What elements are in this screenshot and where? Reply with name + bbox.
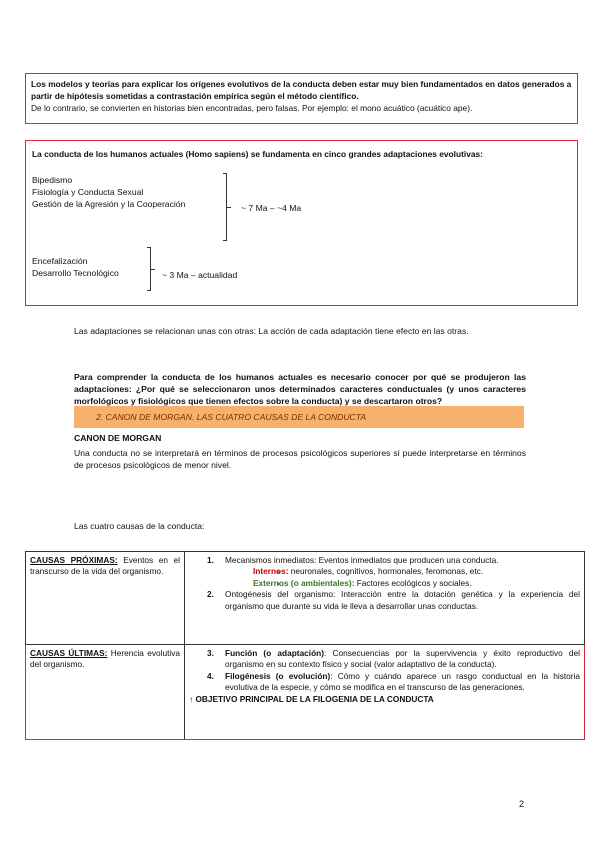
causes-table: [25, 551, 585, 740]
list-item: 2. Ontogénesis del organismo: Interacción entre la dotación genética y la experiencia del organismo que durante su vida le lleva a desarrollar unas conductas.: [207, 589, 580, 611]
adaptation-item: Gestión de la Agresión y la Cooperación: [32, 199, 186, 210]
adaptation-item: Bipedismo: [32, 175, 73, 185]
group-1-time: ~ 7 Ma – ~4 Ma: [241, 203, 302, 213]
bracket-group-1: [220, 173, 227, 241]
bracket-group-2: [146, 247, 151, 291]
page-number: 2: [519, 799, 525, 809]
list-item: 3. Función (o adaptación): Consecuencias por la supervivencia y éxito reproductivo del organismo en su contexto físico y social (valor adaptativo de la conducta).: [207, 648, 580, 670]
list-item: - Externos (o ambientales): Factores ecológicos y sociales.: [225, 578, 580, 589]
adaptations-box: [25, 140, 578, 306]
list-item: 4. Filogénesis (o evolución): Cómo y cuándo aparece un rasgo conductual en la historia evolutiva de la especie, y cómo se modifica en el transcurso de las generaciones.: [207, 670, 580, 693]
four-causes-intro: Las cuatro causas de la conducta:: [74, 521, 205, 531]
table-row: [26, 552, 585, 645]
intro-text: De lo contrario, se convierten en historias bien encontradas, pero falsas. Por ejemplo: el mono acuático (acuático ape).: [31, 102, 473, 113]
group-2-time: ~ 3 Ma – actualidad: [162, 270, 238, 280]
morgan-text: Una conducta no se interpretará en términos de procesos psicológicos superiores si puede interpretarse en términos de procesos psicológicos de menor nivel.: [74, 448, 526, 471]
ultimate-label: CAUSAS ÚLTIMAS:: [30, 648, 108, 658]
ultimate-desc: Herencia evolutiva del organismo.: [30, 648, 181, 670]
section-heading-text: 2. CANON DE MORGAN. LAS CUATRO CAUSAS DE LA CONDUCTA: [96, 412, 367, 422]
table-row: [26, 645, 585, 740]
objective-note: ↑ OBJETIVO PRINCIPAL DE LA FILOGENIA DE LA CONDUCTA: [189, 693, 434, 704]
proximate-label: CAUSAS PRÓXIMAS:: [30, 555, 118, 565]
adaptation-group-1: [32, 174, 185, 211]
section-heading: [74, 406, 524, 428]
ultimate-items-cell: [185, 645, 585, 740]
ultimate-causes-cell: [26, 645, 185, 740]
adaptations-title: La conducta de los humanos actuales (Homo sapiens) se fundamenta en cinco grandes adaptaciones evolutivas:: [32, 149, 483, 159]
adaptation-item: Fisiología y Conducta Sexual: [32, 187, 144, 198]
list-item: - Internos: neuronales, cognitivos, hormonales, feromonas, etc.: [225, 566, 580, 577]
proximate-items-cell: [185, 552, 585, 645]
proximate-causes-cell: [26, 552, 185, 645]
intro-bold-text: Los modelos y teorías para explicar los orígenes evolutivos de la conducta deben estar muy bien fundamentados en datos generados a partir de hipótesis sometidas a contrastación empírica según el método científico.: [31, 79, 572, 101]
adaptation-item: Encefalización: [32, 256, 88, 266]
morgan-title: CANON DE MORGAN: [74, 433, 162, 443]
proximate-desc: Eventos en el transcurso de la vida del organismo.: [30, 555, 180, 577]
intro-box: [25, 73, 578, 124]
adaptation-item: Desarrollo Tecnológico: [32, 268, 119, 279]
adaptations-relation-paragraph: Las adaptaciones se relacionan unas con otras: La acción de cada adaptación tiene efecto en las otras.: [74, 326, 469, 336]
adaptations-question-paragraph: Para comprender la conducta de los humanos actuales es necesario conocer por qué se produjeron las adaptaciones: ¿Por qué se seleccionaron unos determinados caracteres conductuales (y unos caracteres morfológicos y fisiológicos que tienen efectos sobre la conducta) y se descartaron otros?: [74, 372, 526, 407]
list-item: 1. Mecanismos inmediatos: Eventos inmediatos que producen una conducta. - Internos: neuronales, cognitivos, hormonales, feromonas, etc. - Externos (o ambientales): Factores ecológicos y sociales.: [189, 555, 580, 589]
adaptation-group-2: [32, 255, 119, 279]
